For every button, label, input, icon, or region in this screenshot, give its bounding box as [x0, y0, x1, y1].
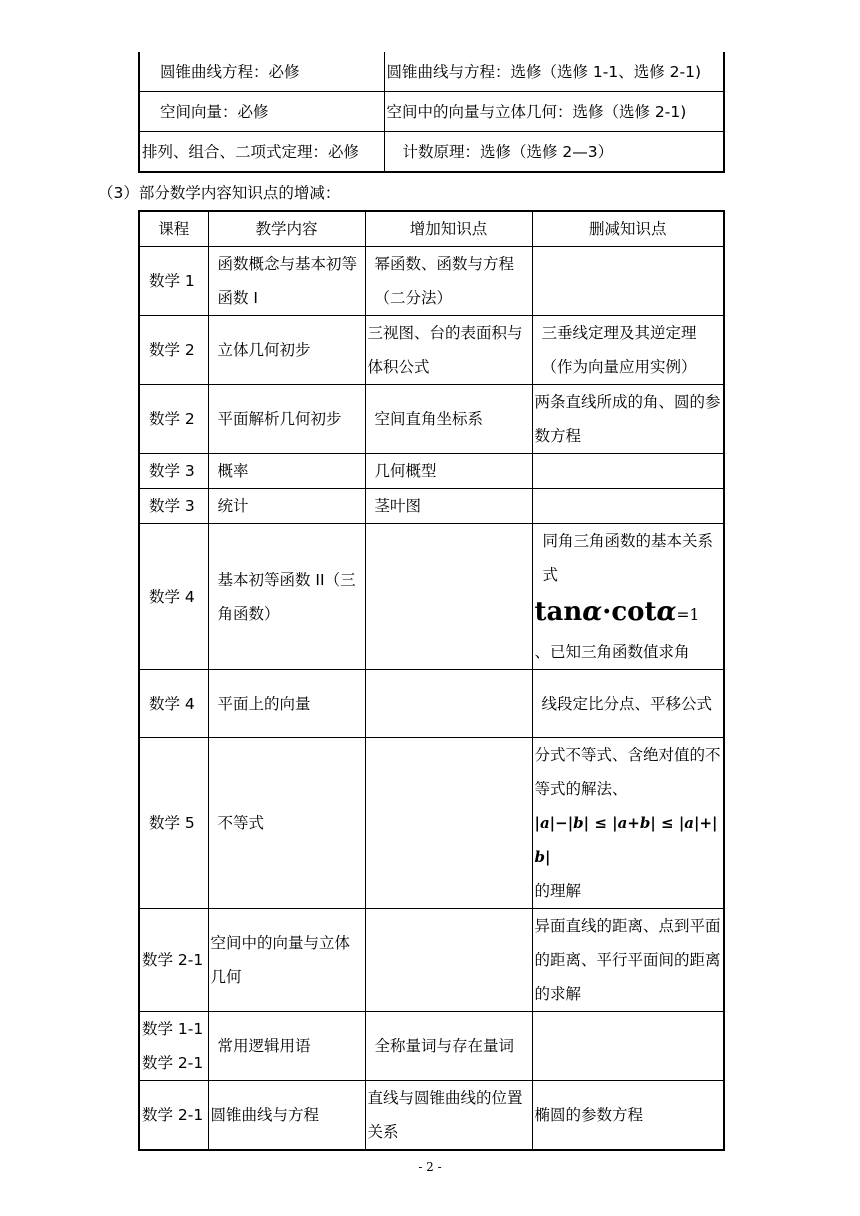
- tan-cot-formula: [535, 592, 724, 635]
- removed-text: 同角三角函数的基本关系式: [542, 532, 714, 584]
- table-cell: 计数原理：选修（选修 2—3）: [384, 132, 724, 173]
- table-cell: 空间向量：必修: [139, 92, 384, 132]
- table-cell: 圆锥曲线与方程：选修（选修 1-1、选修 2-1): [384, 52, 724, 92]
- table-row: [139, 909, 724, 1012]
- removed-cell: [532, 1012, 724, 1081]
- formula-alpha: α: [582, 597, 603, 627]
- removed-text: 分式不等式、含绝对值的不等式的解法、: [534, 746, 721, 798]
- formula-tan: tan: [534, 597, 583, 627]
- added-cell: [365, 738, 532, 909]
- absolute-value-inequality: |a|−|b| ≤ |a+b| ≤ |a|+|b|: [534, 814, 718, 866]
- removed-cell: [532, 738, 724, 909]
- formula-equals: =1: [676, 606, 700, 624]
- table-row: [139, 316, 724, 385]
- table-row: [139, 1081, 724, 1151]
- removed-text: 、已知三角函数值求角: [534, 643, 690, 661]
- content-cell: 常用逻辑用语: [208, 1012, 365, 1081]
- table-row: [139, 1012, 724, 1081]
- table-row: [139, 670, 724, 738]
- content-cell: 圆锥曲线与方程: [208, 1081, 365, 1151]
- content-cell: 平面解析几何初步: [208, 385, 365, 454]
- added-cell: 空间直角坐标系: [365, 385, 532, 454]
- added-cell: 几何概型: [365, 454, 532, 489]
- content-cell: 基本初等函数 II（三角函数）: [208, 524, 365, 670]
- formula-cot: cot: [611, 597, 657, 627]
- removed-cell: [532, 489, 724, 524]
- removed-cell: 两条直线所成的角、圆的参数方程: [532, 385, 724, 454]
- knowledge-changes-table: [138, 210, 725, 1151]
- table-row: [139, 52, 724, 92]
- removed-cell: 异面直线的距离、点到平面的距离、平行平面间的距离的求解: [532, 909, 724, 1012]
- content-cell: 统计: [208, 489, 365, 524]
- table-row: [139, 524, 724, 670]
- table-cell: 排列、组合、二项式定理：必修: [139, 132, 384, 173]
- table-row: [139, 738, 724, 909]
- added-cell: 幂函数、函数与方程（二分法）: [365, 247, 532, 316]
- course-cell: 数学 2-1: [139, 1081, 208, 1151]
- course-cell: 数学 2: [139, 385, 208, 454]
- table-row: [139, 489, 724, 524]
- removed-cell: 椭圆的参数方程: [532, 1081, 724, 1151]
- content-cell: 立体几何初步: [208, 316, 365, 385]
- course-cell: 数学 2: [139, 316, 208, 385]
- added-cell: 茎叶图: [365, 489, 532, 524]
- table-row: [139, 132, 724, 173]
- added-cell: [365, 909, 532, 1012]
- added-cell: 直线与圆锥曲线的位置关系: [365, 1081, 532, 1151]
- content-cell: 空间中的向量与立体几何: [208, 909, 365, 1012]
- table-cell: 空间中的向量与立体几何：选修（选修 2-1): [384, 92, 724, 132]
- formula-dot: ·: [602, 597, 612, 627]
- page-number: - 2 -: [418, 1160, 442, 1174]
- course-cell: 数学 4: [139, 524, 208, 670]
- course-cell: 数学 3: [139, 489, 208, 524]
- removed-text: 的理解: [534, 882, 582, 900]
- removed-cell: [532, 454, 724, 489]
- content-cell: 概率: [208, 454, 365, 489]
- header-course: 课程: [139, 211, 208, 247]
- course-cell: 数学 3: [139, 454, 208, 489]
- course-cell: 数学 5: [139, 738, 208, 909]
- formula-alpha: α: [656, 597, 677, 627]
- header-added: 增加知识点: [365, 211, 532, 247]
- content-cell: 不等式: [208, 738, 365, 909]
- table-row: [139, 385, 724, 454]
- added-cell: [365, 670, 532, 738]
- added-cell: [365, 524, 532, 670]
- course-cell: 数学 2-1: [139, 909, 208, 1012]
- removed-cell: [532, 524, 724, 670]
- curriculum-comparison-table: [138, 52, 725, 173]
- table-row: [139, 92, 724, 132]
- added-cell: 三视图、台的表面积与体积公式: [365, 316, 532, 385]
- removed-cell: 三垂线定理及其逆定理（作为向量应用实例）: [532, 316, 724, 385]
- added-cell: 全称量词与存在量词: [365, 1012, 532, 1081]
- header-removed: 删减知识点: [532, 211, 724, 247]
- removed-cell: [532, 247, 724, 316]
- table-header-row: [139, 211, 724, 247]
- content-cell: 平面上的向量: [208, 670, 365, 738]
- course-cell: 数学 1: [139, 247, 208, 316]
- table-cell: 圆锥曲线方程：必修: [139, 52, 384, 92]
- table-row: [139, 247, 724, 316]
- header-content: 教学内容: [208, 211, 365, 247]
- removed-cell: 线段定比分点、平移公式: [532, 670, 724, 738]
- course-cell: 数学 1-1 数学 2-1: [139, 1012, 208, 1081]
- content-cell: 函数概念与基本初等函数 I: [208, 247, 365, 316]
- table-row: [139, 454, 724, 489]
- course-cell: 数学 4: [139, 670, 208, 738]
- section-heading: （3）部分数学内容知识点的增减：: [98, 184, 341, 202]
